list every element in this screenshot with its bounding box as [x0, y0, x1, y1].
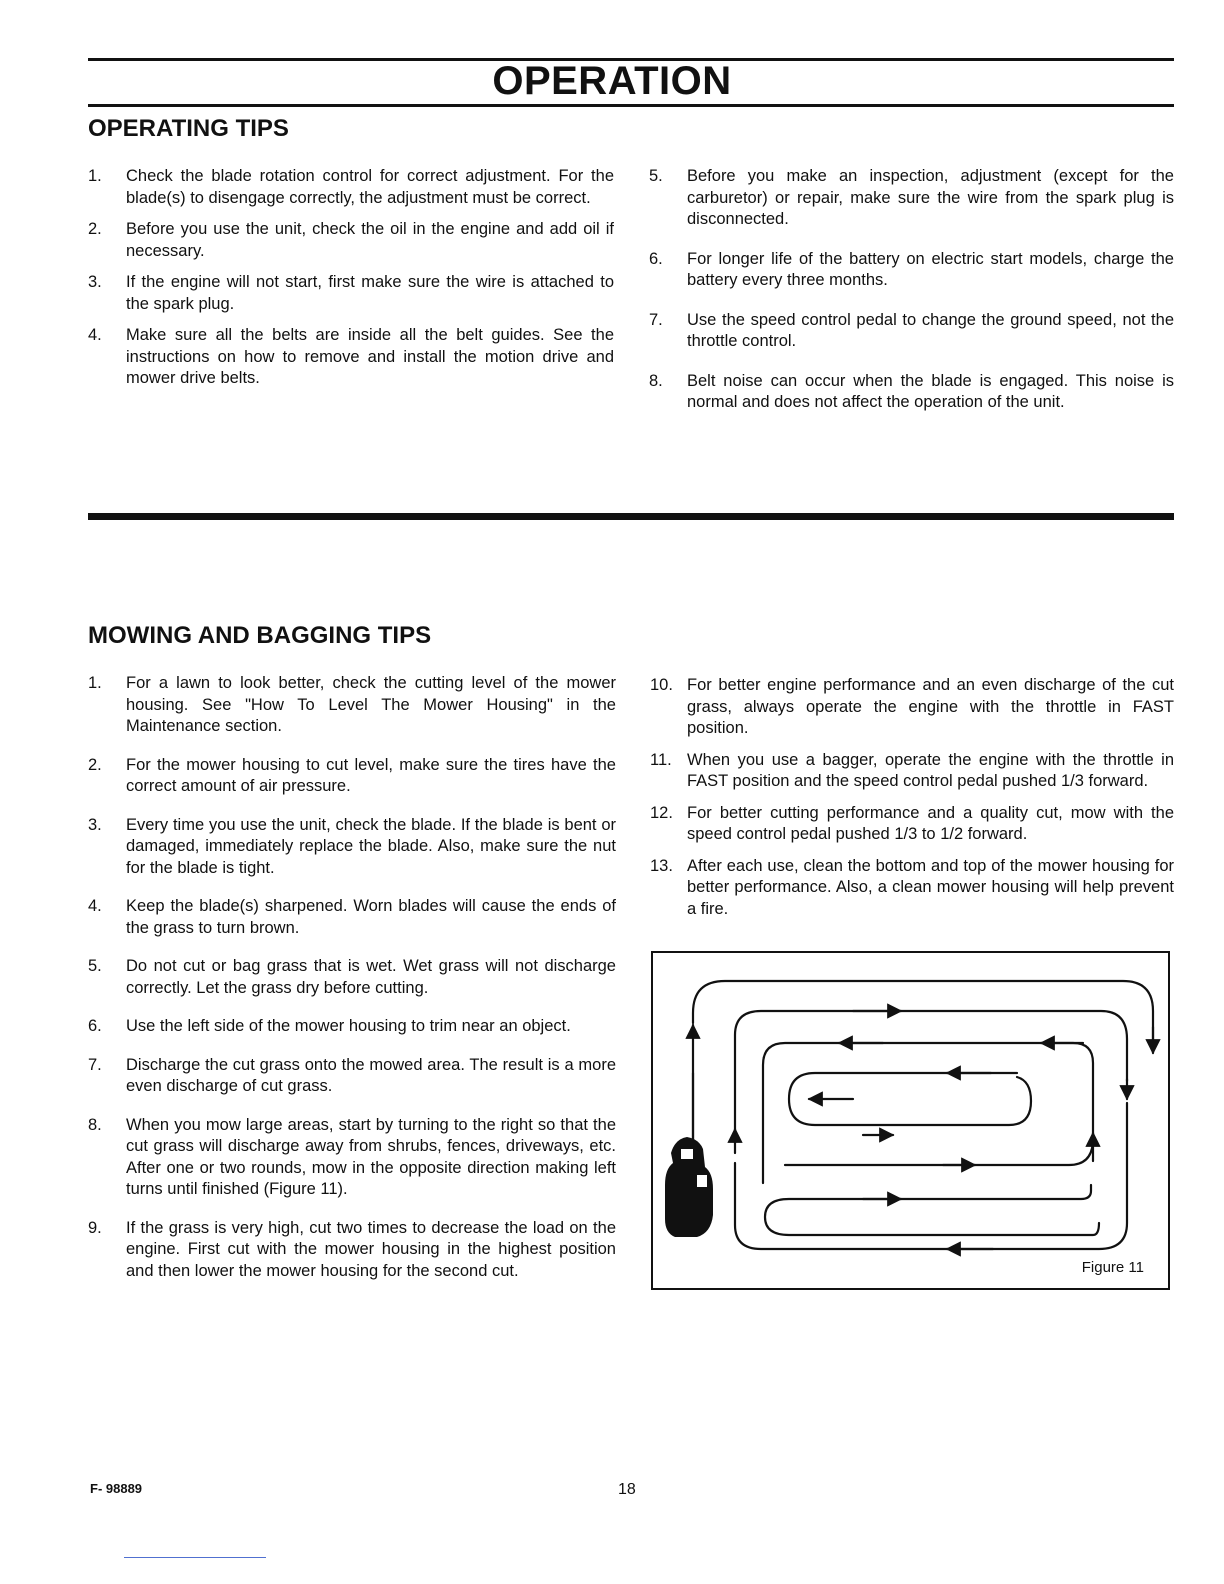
item-text: Check the blade rotation control for correct adjustment. For the blade(s) to disengage correctly, the adjustment must be correct. — [126, 167, 614, 207]
item-number: 6. — [88, 1017, 102, 1035]
list-item — [650, 803, 1174, 846]
section-divider — [88, 513, 1174, 520]
list-item — [88, 272, 614, 315]
section-heading-operating-tips: OPERATING TIPS — [88, 115, 289, 142]
item-number: 6. — [649, 249, 663, 268]
item-number: 9. — [88, 1218, 102, 1237]
item-text: When you mow large areas, start by turning to the right so that the cut grass will discharge away from shrubs, fences, driveways, etc. After one or two rounds, mow in the opposite direction making left turns until finished (Figure 11). — [126, 1115, 616, 1198]
page-number: 18 — [618, 1481, 636, 1498]
list-item — [88, 956, 616, 999]
list-item — [88, 1115, 616, 1201]
list-item — [88, 166, 614, 209]
item-text: For longer life of the battery on electric start models, charge the battery every three months. — [687, 249, 1174, 289]
mowing-path-ring-3 — [763, 1043, 1093, 1183]
item-number: 2. — [88, 220, 102, 238]
list-item — [649, 249, 1174, 292]
list-item — [88, 896, 616, 939]
item-number: 3. — [88, 273, 102, 291]
mowing-path-bottom-u — [765, 1185, 1099, 1235]
list-item — [649, 371, 1174, 414]
item-number: 3. — [88, 815, 102, 834]
figure-11-mowing-pattern — [651, 951, 1170, 1290]
item-number: 2. — [88, 755, 102, 774]
item-number: 13. — [650, 856, 673, 875]
document-code: F- 98889 — [90, 1481, 143, 1496]
item-text: Keep the blade(s) sharpened. Worn blades will cause the ends of the grass to turn brown. — [126, 897, 616, 937]
item-number: 8. — [88, 1115, 102, 1134]
item-number: 1. — [88, 674, 102, 692]
item-number: 7. — [88, 1055, 102, 1074]
header-bottom-rule — [88, 104, 1174, 107]
operating-tips-left-list — [88, 166, 614, 400]
list-item — [650, 856, 1174, 921]
mowing-tips-left-list — [88, 673, 616, 1292]
item-number: 1. — [88, 167, 102, 185]
list-item — [650, 675, 1174, 740]
item-number: 10. — [650, 676, 673, 694]
list-item — [649, 310, 1174, 353]
footer-link-underline — [124, 1557, 266, 1558]
item-number: 4. — [88, 326, 102, 344]
mowing-path-outer — [693, 981, 1153, 1049]
item-text: If the grass is very high, cut two times to decrease the load on the engine. First cut with the mower housing in the highest position and then lower the mower housing for the second cut. — [126, 1218, 616, 1280]
list-item — [88, 325, 614, 390]
item-text: For better cutting performance and a quality cut, mow with the speed control pedal pushed 1/3 to 1/2 forward. — [687, 803, 1174, 843]
list-item — [88, 755, 616, 798]
item-text: Make sure all the belts are inside all the belt guides. See the instructions on how to remove and install the motion drive and mower drive belts. — [126, 326, 614, 387]
item-number: 12. — [650, 803, 673, 822]
item-text: Every time you use the unit, check the blade. If the blade is bent or damaged, immediately replace the blade. Also, make sure the nut for the blade is tight. — [126, 815, 616, 877]
list-item — [650, 750, 1174, 793]
item-text: Discharge the cut grass onto the mowed area. The result is a more even discharge of cut grass. — [126, 1055, 616, 1095]
page-title: OPERATION — [492, 59, 732, 103]
item-number: 11. — [650, 750, 672, 769]
item-number: 5. — [649, 167, 663, 185]
section-heading-mowing-tips: MOWING AND BAGGING TIPS — [88, 622, 432, 649]
list-item — [88, 219, 614, 262]
item-number: 7. — [649, 310, 663, 329]
item-text: Before you use the unit, check the oil in the engine and add oil if necessary. — [126, 220, 614, 260]
item-number: 4. — [88, 897, 102, 915]
list-item — [88, 1016, 616, 1038]
item-text: Before you make an inspection, adjustment (except for the carburetor) or repair, make sure the wire from the spark plug is disconnected. — [687, 167, 1174, 228]
item-number: 8. — [649, 371, 663, 390]
item-text: When you use a bagger, operate the engine with the throttle in FAST position and the speed control pedal pushed 1/3 forward. — [687, 750, 1174, 790]
item-text: For better engine performance and an even discharge of the cut grass, always operate the engine with the throttle in FAST position. — [687, 676, 1174, 737]
item-text: After each use, clean the bottom and top of the mower housing for better performance. Also, a clean mower housing will help prevent a fire. — [687, 856, 1174, 918]
item-text: Use the speed control pedal to change the ground speed, not the throttle control. — [687, 310, 1174, 350]
list-item — [88, 673, 616, 738]
mowing-tips-right-list — [650, 675, 1174, 930]
list-item — [88, 1218, 616, 1283]
item-number: 5. — [88, 957, 102, 975]
item-text: For the mower housing to cut level, make sure the tires have the correct amount of air pressure. — [126, 755, 616, 795]
operating-tips-right-list — [649, 166, 1174, 424]
mower-icon — [665, 1137, 713, 1237]
item-text: For a lawn to look better, check the cutting level of the mower housing. See "How To Level The Mower Housing" in the Maintenance section. — [126, 674, 616, 735]
list-item — [649, 166, 1174, 231]
list-item — [88, 1055, 616, 1098]
item-text: Do not cut or bag grass that is wet. Wet grass will not discharge correctly. Let the grass dry before cutting. — [126, 957, 616, 997]
item-text: Belt noise can occur when the blade is engaged. This noise is normal and does not affect the operation of the unit. — [687, 371, 1174, 411]
item-text: Use the left side of the mower housing to trim near an object. — [126, 1017, 571, 1035]
mowing-pattern-diagram — [653, 953, 1167, 1287]
figure-caption: Figure 11 — [1081, 1259, 1144, 1276]
item-text: If the engine will not start, first make sure the wire is attached to the spark plug. — [126, 273, 614, 313]
list-item — [88, 815, 616, 880]
mowing-path-ring-2 — [735, 1011, 1127, 1143]
